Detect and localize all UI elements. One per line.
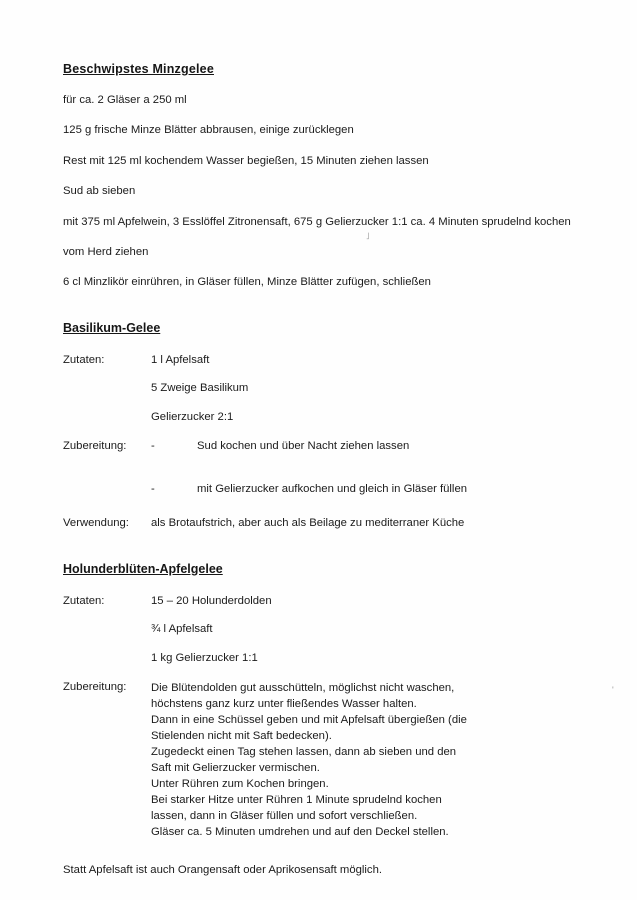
basilikum-prep-text-1: mit Gelierzucker aufkochen und gleich in Gläser füllen [197,482,468,495]
holunder-footnote: Statt Apfelsaft ist auch Orangensaft oder Aprikosensaft möglich. [63,864,382,877]
holunder-preparation-label: Zubereitung: [63,680,127,693]
recipe1-line-2: Rest mit 125 ml kochendem Wasser begießen, 15 Minuten ziehen lassen [63,154,429,167]
holunder-prep-line-3: Stielenden nicht mit Saft bedecken). [151,730,332,743]
recipe1-line-5: vom Herd ziehen [63,245,149,258]
holunder-prep-line-1: höchstens ganz kurz unter fließendes Wasser halten. [151,697,417,710]
holunder-ingredient-2: 1 kg Gelierzucker 1:1 [151,652,258,665]
holunder-prep-line-9: Gläser ca. 5 Minuten umdrehen und auf den Deckel stellen. [151,826,449,839]
recipe-title-minzgelee: Beschwipstes Minzgelee [63,62,214,76]
recipe1-line-6: 6 cl Minzlikör einrühren, in Gläser füllen, Minze Blätter zufügen, schließen [63,276,431,289]
stray-scan-mark: ˩ [366,231,370,241]
holunder-preparation-row [63,680,573,840]
basilikum-preparation-row [63,439,573,498]
holunder-ingredient-1: ¾ l Apfelsaft [151,623,213,636]
stray-scan-mark-2: ' [612,685,614,695]
recipe1-line-0: für ca. 2 Gläser a 250 ml [63,94,187,106]
holunder-ingredients-list [151,594,573,667]
holunder-ingredients-label: Zutaten: [63,594,105,607]
recipe-minzgelee [63,62,573,291]
recipe1-line-4: mit 375 ml Apfelwein, 3 Esslöffel Zitronensaft, 675 g Gelierzucker 1:1 ca. 4 Minuten sprudelnd kochen [63,215,571,228]
holunder-ingredients-row [63,594,573,667]
holunder-prep-line-5: Saft mit Gelierzucker vermischen. [151,762,320,775]
basilikum-prep-text-0: Sud kochen und über Nacht ziehen lassen [197,440,410,453]
holunder-prep-line-8: lassen, dann in Gläser füllen und sofort verschließen. [151,810,418,823]
dash-marker: - [151,440,155,453]
holunder-prep-line-0: Die Blütendolden gut ausschütteln, möglichst nicht waschen, [151,681,455,694]
basilikum-usage-text: als Brotaufstrich, aber auch als Beilage zu mediterraner Küche [151,516,465,529]
basilikum-prep-item-1 [151,482,573,498]
holunder-ingredient-0: 15 – 20 Holunderdolden [151,594,272,607]
basilikum-usage-row [63,516,573,532]
holunder-prep-line-2: Dann in eine Schüssel geben und mit Apfelsaft übergießen (die [151,714,467,726]
spacer [151,468,573,482]
holunder-prep-line-7: Bei starker Hitze unter Rühren 1 Minute sprudelnd kochen [151,794,442,807]
basilikum-ingredients-list [151,353,573,426]
dash-marker: - [151,482,155,495]
holunder-preparation-text [151,680,573,840]
basilikum-ingredient-2: Gelierzucker 2:1 [151,411,234,424]
recipe-title-holunder: Holunderblüten-Apfelgelee [63,561,223,576]
basilikum-ingredient-1: 5 Zweige Basilikum [151,382,249,395]
basilikum-usage-label: Verwendung: [63,516,129,529]
holunder-prep-line-4: Zugedeckt einen Tag stehen lassen, dann ab sieben und den [151,746,457,759]
recipe1-line-1: 125 g frische Minze Blätter abbrausen, einige zurücklegen [63,124,354,137]
recipe-basilikum-gelee [63,321,573,532]
basilikum-prep-item-0 [151,439,573,455]
basilikum-preparation-label: Zubereitung: [63,440,127,453]
recipe1-line-3: Sud ab sieben [63,185,136,198]
basilikum-preparation-list [151,439,573,498]
recipe-title-basilikum: Basilikum-Gelee [63,320,161,335]
document-content [63,62,573,879]
recipe-holunderblueten-apfelgelee [63,562,573,879]
basilikum-ingredients-label: Zutaten: [63,353,105,366]
basilikum-ingredient-0: 1 l Apfelsaft [151,353,210,366]
basilikum-ingredients-row [63,353,573,426]
holunder-prep-line-6: Unter Rühren zum Kochen bringen. [151,778,329,791]
